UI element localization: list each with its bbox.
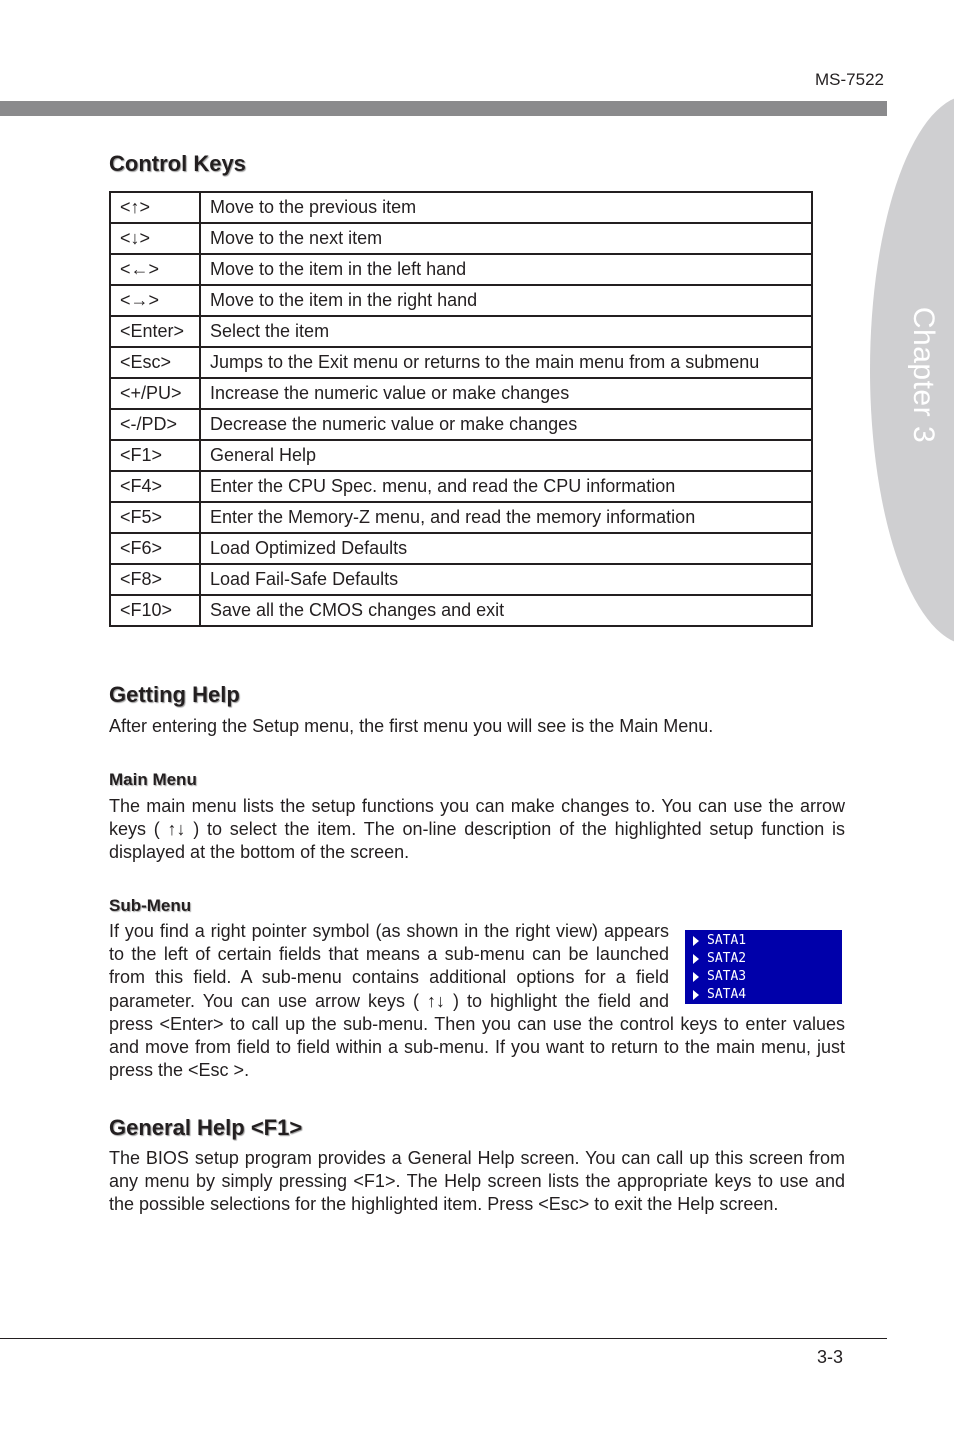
table-row (110, 316, 812, 347)
submenu-example-panel (685, 930, 842, 1004)
table-row (110, 564, 812, 595)
right-pointer-icon (693, 990, 699, 1000)
submenu-example-label: SATA3 (707, 969, 747, 985)
table-row (110, 533, 812, 564)
description-cell: Jumps to the Exit menu or returns to the main menu from a submenu (200, 347, 812, 378)
key-cell: <↓> (110, 223, 200, 254)
key-cell: <→> (110, 285, 200, 316)
table-row (110, 285, 812, 316)
table-row (110, 502, 812, 533)
main-menu-heading: Main Menu (109, 770, 197, 789)
key-cell: <+/PU> (110, 378, 200, 409)
getting-help-heading: Getting Help (109, 682, 240, 707)
general-help-heading: General Help <F1> (109, 1115, 303, 1140)
table-row (110, 192, 812, 223)
description-cell: Enter the CPU Spec. menu, and read the CPU information (200, 471, 812, 502)
key-cell: <F1> (110, 440, 200, 471)
description-cell: Decrease the numeric value or make changes (200, 409, 812, 440)
table-row (110, 254, 812, 285)
sub-menu-body: If you find a right pointer symbol (as shown in the right view) appears to the left of certain fields that means a sub-menu can be launched from this field. A sub-menu contains additional options for a field parameter. You can use arrow keys ( ↑↓ ) to highlight the field and press <Enter> to call up the sub-menu. Then you can use the control keys to enter values and move from field to field within a sub-menu. If you want to return to the main menu, just press the <Esc >. (109, 921, 845, 1081)
key-cell: <←> (110, 254, 200, 285)
getting-help-intro: After entering the Setup menu, the first menu you will see is the Main Menu. (109, 716, 714, 736)
key-cell: <F6> (110, 533, 200, 564)
description-cell: Move to the previous item (200, 192, 812, 223)
description-cell: Load Fail-Safe Defaults (200, 564, 812, 595)
header-bar (0, 101, 887, 116)
control-keys-heading: Control Keys (109, 151, 246, 176)
right-pointer-icon (693, 954, 699, 964)
table-row (110, 471, 812, 502)
page-number: 3-3 (817, 1347, 844, 1367)
table-row (110, 409, 812, 440)
table-row (110, 440, 812, 471)
description-cell: Load Optimized Defaults (200, 533, 812, 564)
main-menu-body: The main menu lists the setup functions you can make changes to. You can use the arrow keys ( ↑↓ ) to select the item. The on-line description of the highlighted setup function is displayed at the bottom of the screen. (109, 796, 845, 863)
right-pointer-icon (693, 936, 699, 946)
description-cell: Move to the next item (200, 223, 812, 254)
description-cell: Enter the Memory-Z menu, and read the memory information (200, 502, 812, 533)
model-number: MS-7522 (815, 70, 884, 89)
table-row (110, 223, 812, 254)
submenu-example-item (685, 986, 842, 1004)
description-cell: Move to the item in the left hand (200, 254, 812, 285)
description-cell: Increase the numeric value or make changes (200, 378, 812, 409)
submenu-example-image (677, 930, 845, 1010)
key-cell: <Enter> (110, 316, 200, 347)
submenu-example-label: SATA1 (707, 933, 747, 949)
key-cell: <F8> (110, 564, 200, 595)
sub-menu-section (109, 920, 845, 1082)
table-row (110, 347, 812, 378)
key-cell: <↑> (110, 192, 200, 223)
description-cell: Select the item (200, 316, 812, 347)
description-cell: General Help (200, 440, 812, 471)
key-cell: <F5> (110, 502, 200, 533)
general-help-body: The BIOS setup program provides a General Help screen. You can call up this screen from any menu by simply pressing <F1>. The Help screen lists the appropriate keys to use and the possible selections for the highlighted item. Press <Esc> to exit the Help screen. (109, 1148, 845, 1215)
key-cell: <Esc> (110, 347, 200, 378)
chapter-tab-label: Chapter 3 (907, 306, 940, 444)
footer-rule (0, 1338, 887, 1339)
right-pointer-icon (693, 972, 699, 982)
sub-menu-heading: Sub-Menu (109, 896, 192, 915)
submenu-example-label: SATA2 (707, 951, 747, 967)
control-keys-table (109, 191, 813, 627)
key-cell: <-/PD> (110, 409, 200, 440)
description-cell: Move to the item in the right hand (200, 285, 812, 316)
table-row (110, 595, 812, 626)
key-cell: <F4> (110, 471, 200, 502)
description-cell: Save all the CMOS changes and exit (200, 595, 812, 626)
table-row (110, 378, 812, 409)
submenu-example-label: SATA4 (707, 987, 747, 1003)
key-cell: <F10> (110, 595, 200, 626)
